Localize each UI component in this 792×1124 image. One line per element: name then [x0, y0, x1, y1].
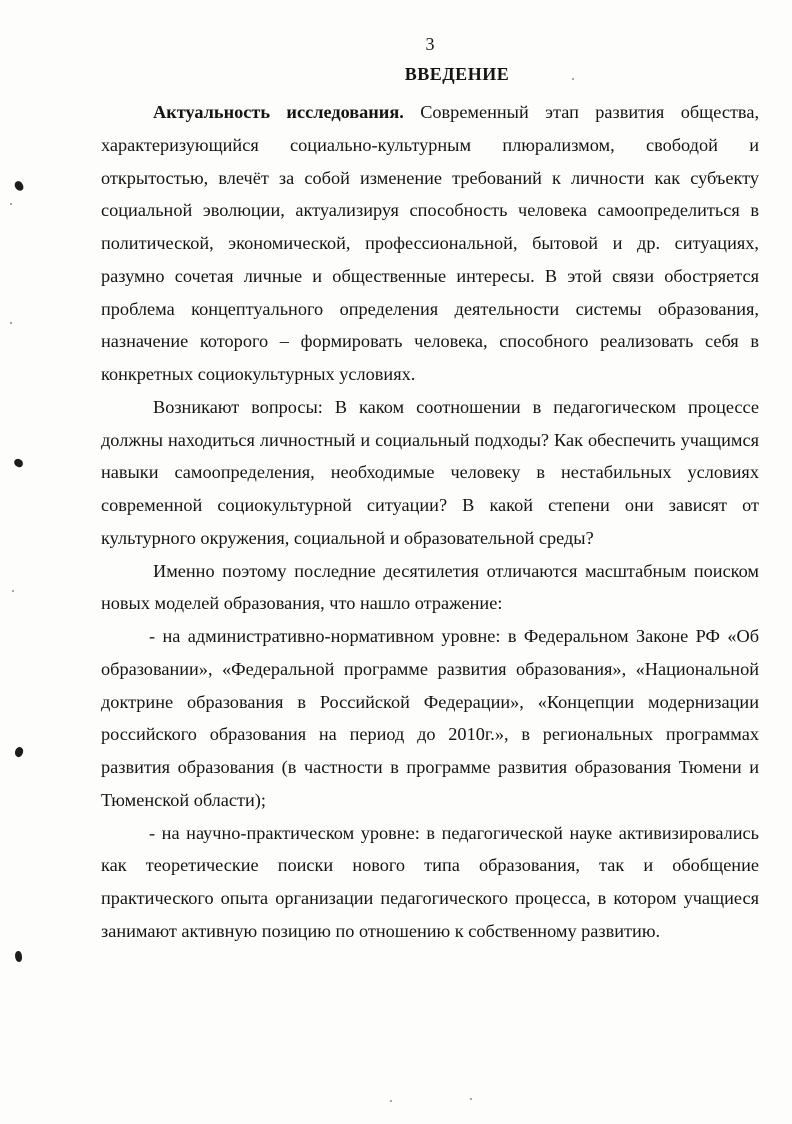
scan-speck — [10, 203, 12, 205]
scan-speck — [12, 590, 14, 592]
paragraph-questions: Возникают вопросы: В каком соотношении в педагогическом процессе должны находиться личностный и социальный подходы? Как обеспечить учащимся навыки самоопределения, необходимые человеку в нестабильных условиях современной социокультурной ситуации? В какой степени они зависят от культурного окружения, социальной и образовательной среды? — [101, 396, 759, 548]
list-item-scientific-level: - на научно-практическом уровне: в педагогической науке активизировались как теоретические поиски нового типа образования, так и обобщение практического опыта организации педагогического процесса, в котором учащиеся занимают активную позицию по отношению к собственному развитию. — [101, 822, 759, 941]
scan-speck — [390, 1100, 392, 1102]
section-heading: ВВЕДЕНИЕ — [404, 64, 510, 84]
punch-hole-mark — [15, 951, 22, 962]
scan-speck — [572, 78, 574, 80]
punch-hole-mark — [13, 458, 24, 468]
paragraph-lead-in: Актуальность исследования. — [153, 102, 404, 122]
punch-hole-mark — [13, 746, 25, 759]
list-item-administrative-level: - на административно-нормативном уровне: в Федеральном Законе РФ «Об образовании», «Федеральной программе развития образования», «Национальной доктрине образования в Российской Федерации», «Концепции модернизации российского образования на период до 2010г.», в региональных программах развития образования (в частности в программе развития образования Тюмени и Тюменской области); — [101, 626, 759, 810]
scan-speck — [470, 1098, 472, 1100]
page-number: 3 — [425, 34, 435, 54]
paragraph-text: Современный этап развития общества, характеризующийся социально-культурным плюрализмом, свободой и открытостью, влечёт за собой изменение требований к личности как субъекту социальной эволюции, актуализируя способность человека самоопределиться в политической, экономической, профессиональной, бытовой и др. ситуациях, разумно сочетая личные и общественные интересы. В этой связи обостряется проблема концептуального определения деятельности системы образования, назначение которого – формировать человека, способного реализовать себя в конкретных социокультурных условиях. — [101, 102, 760, 384]
paragraph-search-models: Именно поэтому последние десятилетия отличаются масштабным поиском новых моделей образования, что нашло отражение: — [101, 560, 759, 614]
body-text — [101, 96, 759, 948]
paragraph-relevance — [101, 96, 759, 391]
scan-speck — [10, 322, 12, 324]
punch-hole-mark — [14, 180, 25, 192]
